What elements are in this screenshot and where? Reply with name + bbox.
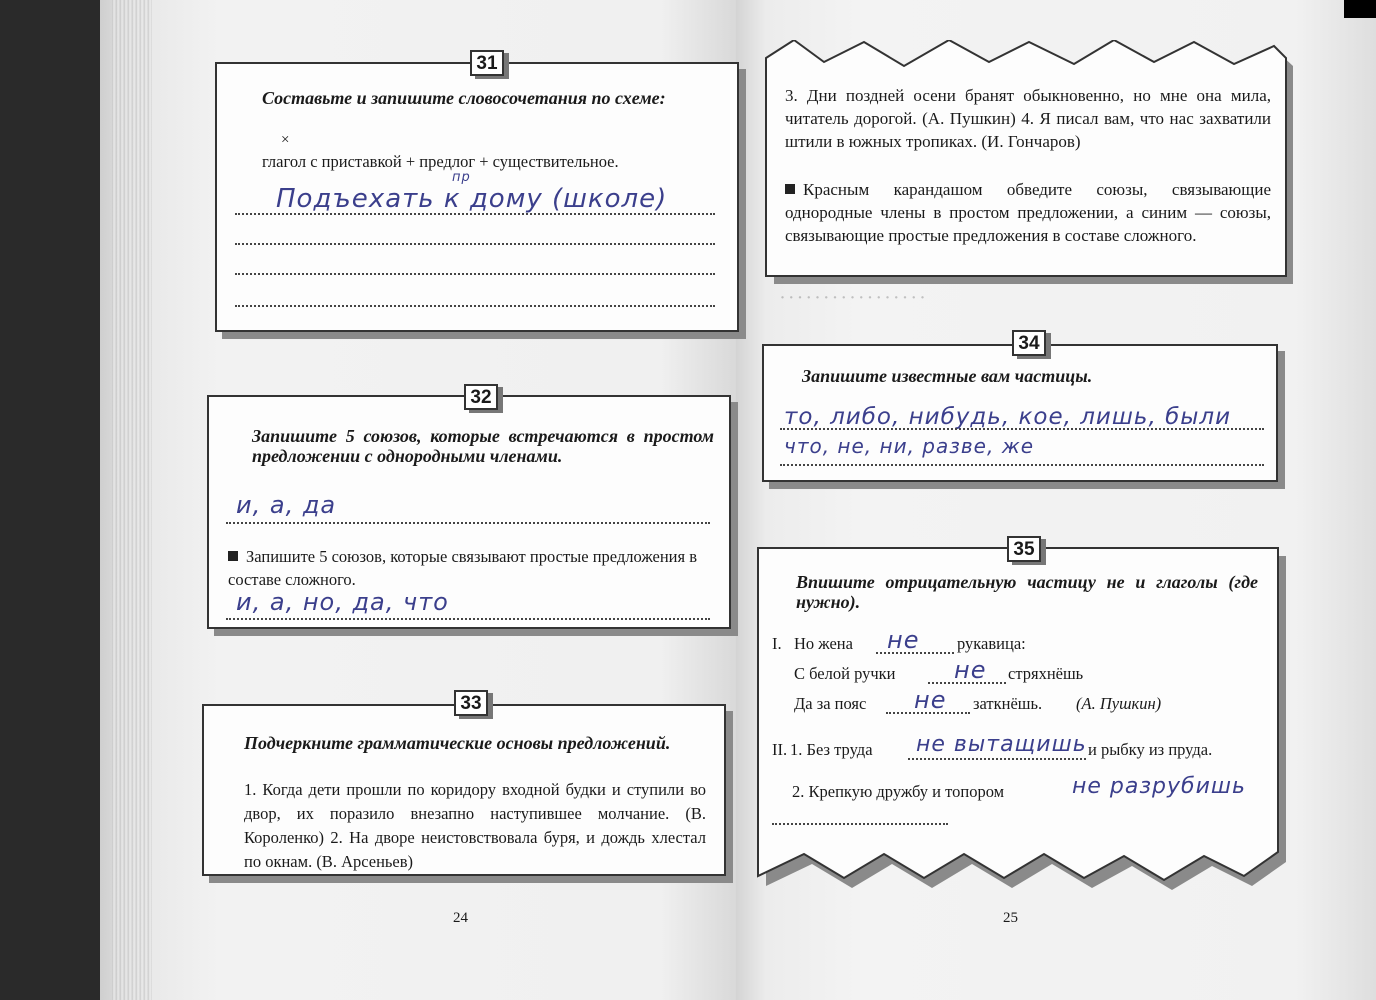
exercise-number: 31 — [470, 50, 504, 76]
line-2-end: стряхнёшь — [1008, 664, 1084, 683]
exercise-number: 32 — [464, 384, 498, 410]
continuation-text: 3. Дни поздней осени бранят обыкновенно, но мне она мила, читатель дорогой. (А. Пушкин) 4. Я писал вам, что нас захватили штили в южных тропиках. (И. Гончаров) — [785, 86, 1271, 151]
handwritten-note: пр — [452, 170, 471, 185]
answer-line — [780, 464, 1264, 466]
handwritten-answer: не вытащишь — [916, 732, 1087, 757]
handwritten-answer: то, либо, нибудь, кое, лишь, были — [784, 404, 1232, 430]
exercise-text: 1. Когда дети прошли по коридору входной будки и ступили во двор, их поразило внезапно наступившее молчание. (В. Короленко) 2. На дворе неистовствовала буря, и дождь хлестал по окнам. (В. Арсеньев) — [244, 780, 706, 871]
answer-line — [235, 213, 715, 215]
answer-line — [235, 305, 715, 307]
page-number: 24 — [453, 910, 468, 926]
exercise-number: 35 — [1007, 536, 1041, 562]
answer-line — [226, 618, 710, 620]
handwritten-answer: не — [914, 686, 947, 714]
exercise-title: Подчеркните грамматические основы предложений. — [244, 733, 671, 753]
line-4-end: и рыбку из пруда. — [1088, 740, 1213, 759]
answer-line — [780, 428, 1264, 430]
task-label: Запишите 5 союзов, которые связывают простые предложения в составе сложного. — [228, 547, 698, 589]
handwritten-answer: не — [887, 626, 920, 654]
task-label: Красным карандашом обведите союзы, связывающие однородные члены в простом предложении, а синим — союзы, связывающие простые предложения в составе сложного. — [785, 180, 1271, 245]
line-3-source: (А. Пушкин) — [1076, 694, 1162, 713]
handwritten-answer: и, а, но, да, что — [236, 588, 449, 616]
page-edges — [112, 0, 152, 1000]
answer-line — [235, 273, 715, 275]
bleed-through: · · · · · · · · · · · · · · · · · — [780, 290, 926, 306]
bullet-icon — [785, 184, 795, 194]
task-text — [785, 178, 1271, 247]
handwritten-answer: что, не, ни, разве, же — [784, 434, 1035, 458]
answer-line — [235, 243, 715, 245]
bullet-icon — [228, 551, 238, 561]
answer-line — [772, 823, 948, 825]
scheme-text: глагол с приставкой + предлог + существительное. — [262, 152, 619, 171]
exercise-number: 34 — [1012, 330, 1046, 356]
task-text — [228, 545, 712, 591]
line-1-start: Но жена — [794, 634, 853, 653]
line-1-end: рукавица: — [957, 634, 1026, 653]
page-number: 25 — [1003, 910, 1018, 926]
line-4-start: 1. Без труда — [790, 740, 873, 759]
exercise-number: 33 — [454, 690, 488, 716]
exercise-title: Составьте и запишите словосочетания по схеме: — [262, 88, 666, 108]
scheme-mark: × — [281, 132, 290, 148]
line-2-start: С белой ручки — [794, 664, 896, 683]
handwritten-answer: Подъехать к дому (школе) — [276, 184, 668, 214]
line-5-start: 2. Крепкую дружбу и топором — [792, 782, 1005, 801]
exercise-title: Запишите известные вам частицы. — [802, 366, 1093, 386]
line-1-prefix: I. — [772, 634, 782, 653]
scan-corner — [1344, 0, 1376, 18]
exercise-title: Запишите 5 союзов, которые встречаются в простом предложении с однородными членами. — [252, 426, 714, 466]
handwritten-answer: не — [954, 656, 987, 684]
line-4-prefix: II. — [772, 740, 788, 759]
handwritten-answer: не разрубишь — [1072, 774, 1247, 799]
continuation-box — [760, 40, 1300, 290]
line-3-start: Да за пояс — [794, 694, 867, 713]
answer-line — [908, 758, 1086, 760]
line-3-end: заткнёшь. — [973, 694, 1043, 713]
exercise-title: Впишите отрицательную частицу не и глаголы (где нужно). — [796, 572, 1258, 612]
handwritten-answer: и, а, да — [236, 491, 337, 519]
answer-line — [226, 522, 710, 524]
